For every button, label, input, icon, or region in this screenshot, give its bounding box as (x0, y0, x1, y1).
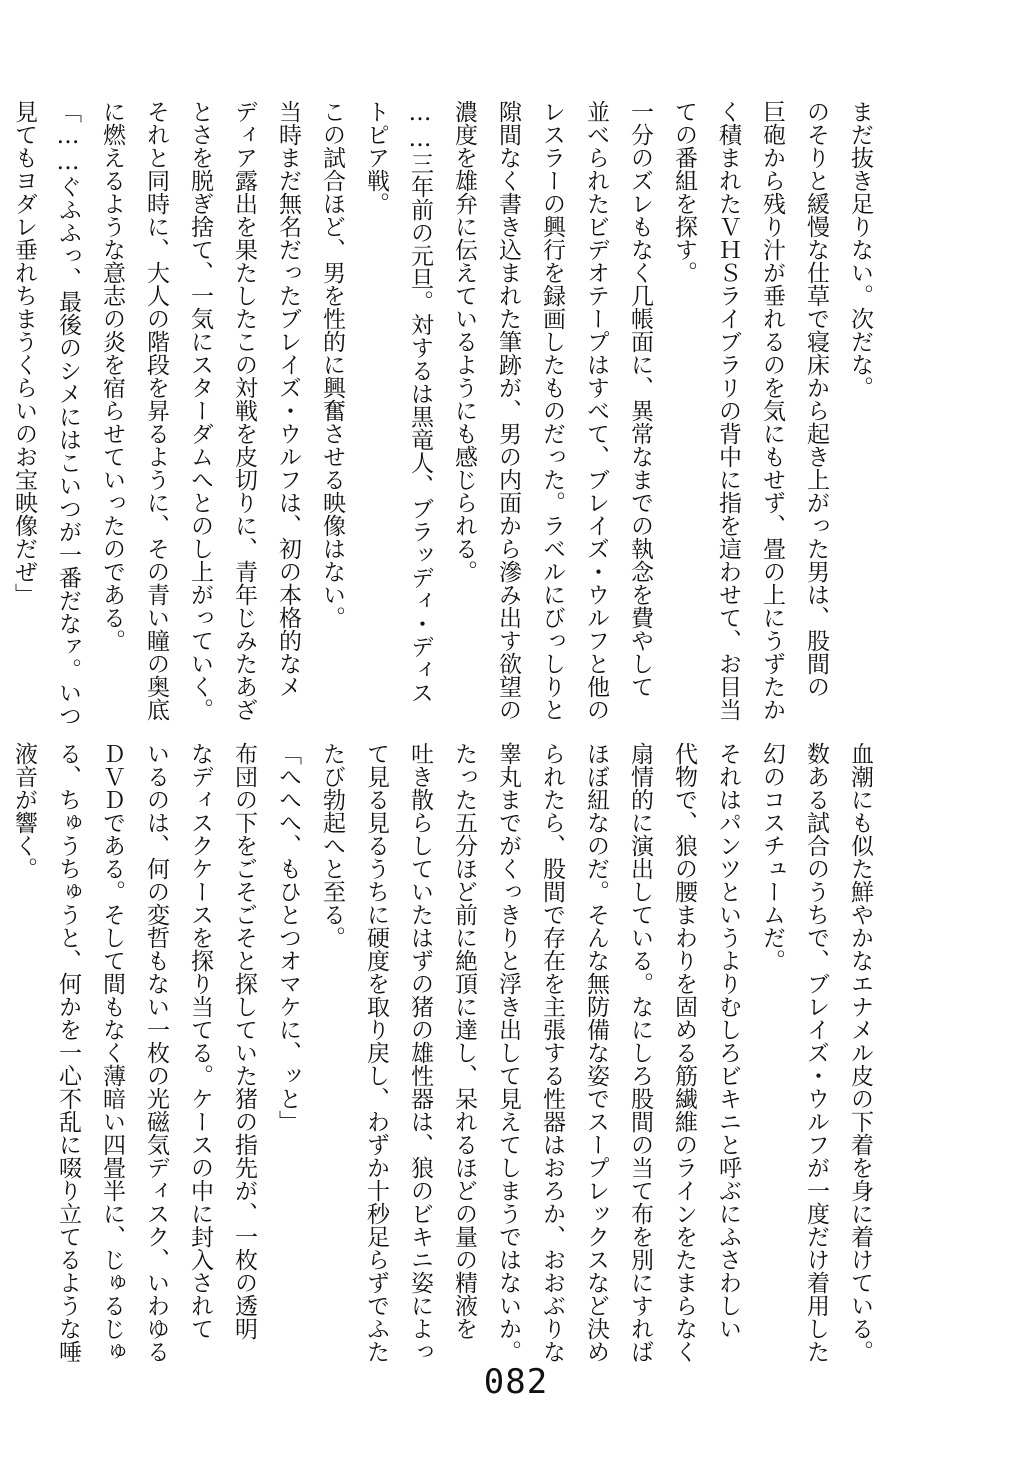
text-line: 並べられたビデオテープはすべて、ブレイズ・ウルフと他の (583, 100, 609, 721)
text-line: 「へへへ、もひとつオマケに、ッと」 (275, 742, 301, 1133)
text-line: る、ちゅうちゅうと、何かを一心不乱に啜り立てるような唾 (55, 742, 81, 1363)
text-line: て見る見るうちに硬度を取り戻し、わずか十秒足らずでふた (363, 742, 389, 1363)
text-line: レスラーの興行を録画したものだった。ラベルにびっしりと (539, 100, 565, 721)
text-line: のそりと緩慢な仕草で寝床から起き上がった男は、股間の (803, 100, 829, 698)
text-line: 数ある試合のうちで、ブレイズ・ウルフが一度だけ着用した (803, 742, 829, 1363)
text-line: なディスクケースを探り当てる。ケースの中に封入されて (187, 742, 213, 1340)
text-line: この試合ほど、男を性的に興奮させる映像はない。 (319, 100, 345, 629)
text-line: たび勃起へと至る。 (319, 742, 345, 949)
text-line: まだ抜き足りない。次だな。 (847, 100, 873, 399)
text-line: トピア戦。 (363, 100, 389, 215)
text-line: 吐き散らしていたはずの猪の雄性器は、狼のビキニ姿によっ (407, 742, 433, 1363)
page-number: 082 (483, 1362, 549, 1402)
text-line: ての番組を探す。 (671, 100, 697, 284)
upper-text-block (11, 100, 882, 727)
text-line: 睾丸までがくっきりと浮き出して見えてしまうではないか。 (495, 742, 521, 1363)
text-line: 扇情的に演出している。なにしろ股間の当て布を別にすれば (627, 742, 653, 1363)
text-line: 血潮にも似た鮮やかなエナメル皮の下着を身に着けている。 (847, 742, 873, 1363)
text-line: ……三年前の元旦。対するは黒竜人、ブラッディ・ディス (407, 100, 433, 704)
text-line: たった五分ほど前に絶頂に達し、呆れるほどの量の精液を (451, 742, 477, 1340)
text-line: ディア露出を果たしたこの対戦を皮切りに、青年じみたあざ (231, 100, 257, 721)
text-line: 代物で、狼の腰まわりを固める筋繊維のラインをたまらなく (671, 742, 697, 1363)
text-line: ＤＶＤである。そして間もなく薄暗い四畳半に、じゅるじゅ (99, 742, 125, 1363)
text-line: 布団の下をごそごそと探していた猪の指先が、一枚の透明 (231, 742, 257, 1340)
text-line: に燃えるような意志の炎を宿らせていったのである。 (99, 100, 125, 652)
text-line: いるのは、何の変哲もない一枚の光磁気ディスク、いわゆる (143, 742, 169, 1363)
text-line: く積まれたＶＨＳライブラリの背中に指を這わせて、お目当 (715, 100, 741, 721)
text-line (0, 742, 2, 1298)
text-line (0, 100, 2, 660)
text-line: それと同時に、大人の階段を昇るように、その青い瞳の奥底 (143, 100, 169, 721)
text-line: 隙間なく書き込まれた筆跡が、男の内面から滲み出す欲望の (495, 100, 521, 721)
text-line: 濃度を雄弁に伝えているようにも感じられる。 (451, 100, 477, 583)
lower-text-block (11, 742, 882, 1363)
text-line: 「……ぐふふっ、最後のシメにはこいつが一番だなァ。いつ (55, 100, 81, 727)
text-line: 見てもヨダレ垂れちまうくらいのお宝映像だぜ」 (11, 100, 37, 606)
text-line: られたら、股間で存在を主張する性器はおろか、おおぶりな (539, 742, 565, 1363)
text-line: 当時まだ無名だったブレイズ・ウルフは、初の本格的なメ (275, 100, 301, 698)
text-line: それはパンツというよりむしろビキニと呼ぶにふさわしい (715, 742, 741, 1340)
text-line: 巨砲から残り汁が垂れるのを気にもせず、畳の上にうずたか (759, 100, 785, 721)
text-line: 液音が響く。 (11, 742, 37, 880)
text-line: ほぼ紐なのだ。そんな無防備な姿でスープレックスなど決め (583, 742, 609, 1363)
text-line: とさを脱ぎ捨て、一気にスターダムへとのし上がっていく。 (187, 100, 213, 721)
text-line: 幻のコスチュームだ。 (759, 742, 785, 972)
text-line: 一分のズレもなく几帳面に、異常なまでの執念を費やして (627, 100, 653, 698)
